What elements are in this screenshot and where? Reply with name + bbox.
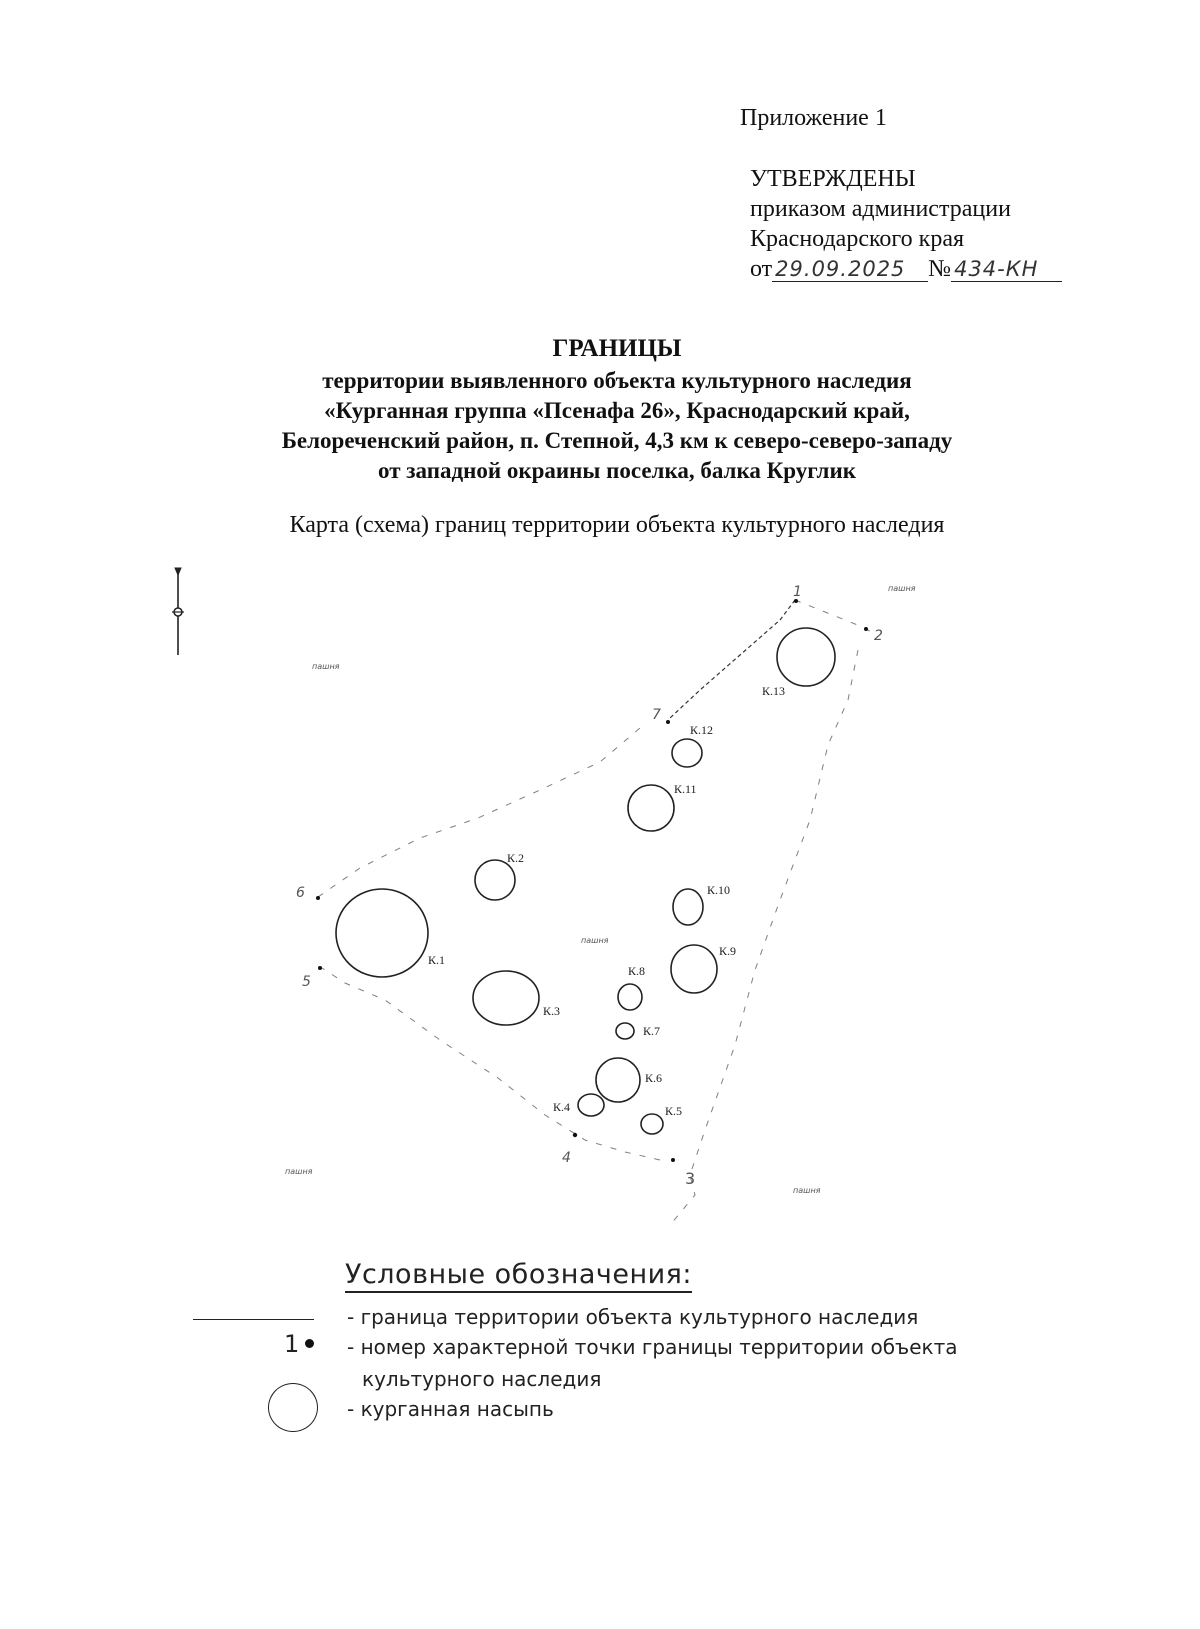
mound-label: К.6 [645, 1071, 663, 1085]
mound-circle-icon [268, 1383, 318, 1432]
mound-k2 [475, 860, 515, 900]
land-label: пашня [581, 936, 609, 945]
legend-boundary: - граница территории объекта культурного наследия [347, 1305, 919, 1329]
approved-heading: УТВЕРЖДЕНЫ [750, 166, 916, 192]
land-label: пашня [285, 1167, 313, 1176]
mound-label: К.3 [543, 1004, 561, 1018]
point-label: 3 [685, 1169, 696, 1188]
mound-label: К.8 [628, 964, 646, 978]
mound-k13 [777, 628, 835, 686]
document-title [0, 334, 1200, 486]
mound-label: К.5 [665, 1104, 683, 1118]
boundary-segment-1-7 [670, 600, 795, 718]
mound-k10 [673, 889, 703, 925]
approved-by-order: приказом администрации [750, 196, 1011, 222]
mound-label: К.9 [719, 944, 737, 958]
map-subtitle: Карта (схема) границ территории объекта культурного наследия [289, 512, 945, 538]
mound-label: К.4 [553, 1100, 571, 1114]
mound-label: К.2 [507, 851, 525, 865]
point-dot-icon [305, 1339, 314, 1348]
title-line-3: Белореченский район, п. Степной, 4,3 км к северо-северо-западу [281, 428, 953, 453]
mound-label: К.13 [762, 684, 786, 698]
mound-k11 [628, 785, 674, 831]
point-label: 1 [793, 584, 802, 600]
date-prefix: от [750, 256, 773, 282]
mound-k3 [473, 971, 539, 1025]
date-handwritten: 29.09.2025 [772, 257, 928, 282]
mound-k5 [641, 1114, 663, 1134]
point-label: 7 [652, 707, 661, 723]
mound-k12 [672, 739, 702, 767]
point-label: 2 [874, 628, 883, 644]
approved-region: Краснодарского края [750, 226, 965, 252]
legend-mound: - курганная насыпь [347, 1397, 554, 1421]
point-label: 6 [296, 885, 305, 901]
title-line-4: от западной окраины поселка, балка Круглик [378, 458, 856, 483]
boundary-line-symbol [193, 1319, 314, 1320]
mound-k7 [616, 1023, 634, 1039]
approval-date-line [750, 254, 1062, 284]
boundary-map [0, 550, 1200, 1250]
mound-k6 [596, 1058, 640, 1102]
appendix-label: Приложение 1 [740, 105, 887, 131]
point-label: 5 [302, 974, 311, 990]
title-line-1: территории выявленного объекта культурного наследия [322, 368, 912, 393]
mound-label: К.7 [643, 1024, 661, 1038]
mound-k4 [578, 1094, 604, 1116]
north-arrow-icon [172, 568, 184, 655]
land-label: пашня [312, 662, 340, 671]
title-line-2: «Курганная группа «Псенафа 26», Краснодарский край, [324, 398, 910, 423]
title-main: ГРАНИЦЫ [552, 335, 682, 362]
mound-k1 [336, 889, 428, 977]
mound-k9 [671, 945, 717, 993]
mound-label: К.12 [690, 723, 714, 737]
approval-block [750, 164, 1062, 284]
legend-point-line-2: культурного наследия [362, 1367, 602, 1391]
legend-point-line-1: - номер характерной точки границы территории объекта [347, 1335, 958, 1359]
mound-k8 [618, 984, 642, 1010]
mound-label: К.10 [707, 883, 731, 897]
legend-title: Условные обозначения: [345, 1259, 692, 1293]
mound-label: К.1 [428, 953, 446, 967]
number-handwritten: 434-КН [951, 257, 1062, 282]
land-label: пашня [888, 584, 916, 593]
boundary-point-markers [316, 599, 868, 1162]
mound-label: К.11 [674, 782, 697, 796]
territory-boundary [318, 600, 878, 1225]
land-label: пашня [793, 1186, 821, 1195]
legend-point-number: 1 [284, 1330, 300, 1358]
point-label: 4 [562, 1150, 571, 1166]
number-prefix: № [928, 256, 952, 282]
